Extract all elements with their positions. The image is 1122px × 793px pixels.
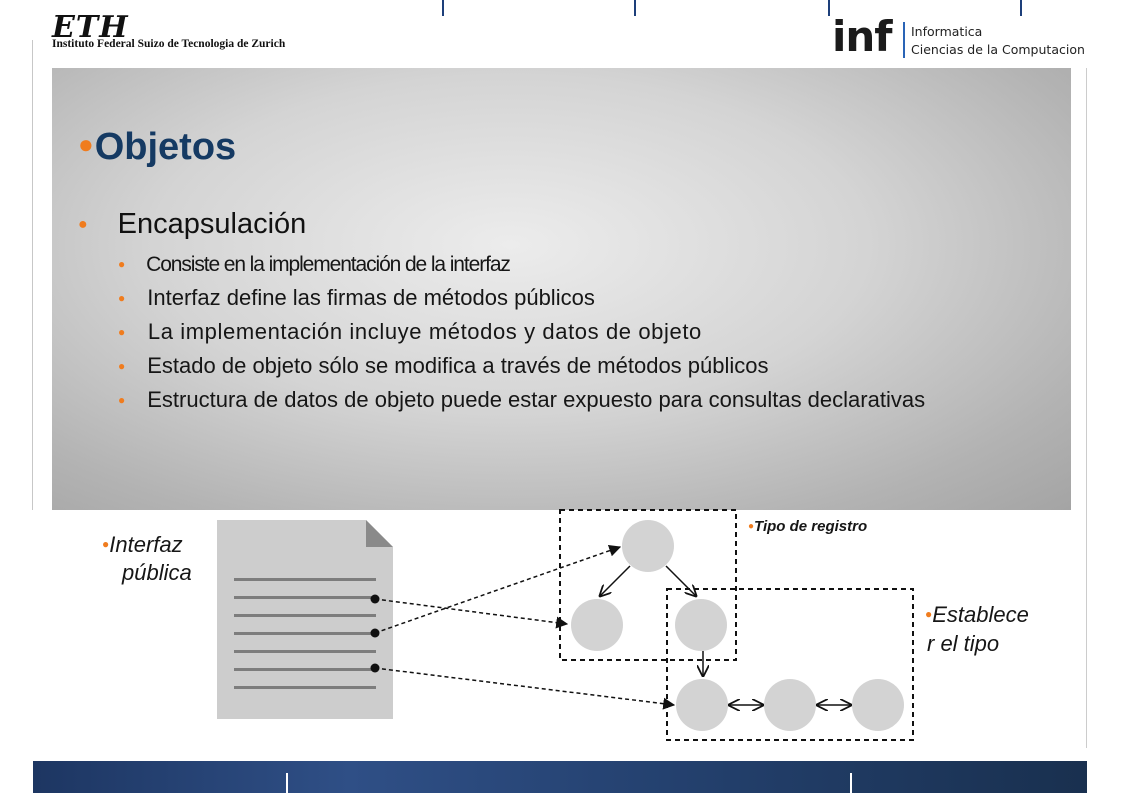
footer-divider bbox=[850, 773, 852, 793]
interface-label-line-2: pública bbox=[122, 560, 192, 585]
set-node bbox=[852, 679, 904, 731]
list-item-text: Consiste en la implementación de la interfaz bbox=[146, 253, 510, 276]
set-type-label-line-1: Establece bbox=[932, 602, 1029, 627]
eth-logo: ETH bbox=[52, 10, 129, 45]
list-item-text: Estado de objeto sólo se modifica a través de métodos públicos bbox=[147, 353, 769, 378]
set-node bbox=[676, 679, 728, 731]
bullet-icon: ● bbox=[78, 129, 94, 159]
inf-line-2: Ciencias de la Computacion bbox=[911, 42, 1085, 57]
record-type-label bbox=[748, 518, 867, 535]
bullet-icon: ● bbox=[118, 325, 126, 339]
list-item-text: Estructura de datos de objeto puede estar expuesto para consultas declarativas bbox=[147, 387, 926, 412]
interface-label-line-1: Interfaz bbox=[109, 532, 183, 557]
slide-subtitle-text: Encapsulación bbox=[117, 208, 307, 240]
record-node bbox=[622, 520, 674, 572]
bullet-icon: ● bbox=[118, 393, 126, 407]
bullet-icon: ● bbox=[118, 257, 125, 271]
set-type-label bbox=[925, 600, 1029, 658]
record-node bbox=[675, 599, 727, 651]
slide-title-text: Objetos bbox=[94, 126, 237, 168]
document-icon bbox=[217, 520, 393, 719]
footer-bar bbox=[33, 761, 1087, 793]
inf-line-1: Informatica bbox=[911, 24, 983, 39]
interface-connectors bbox=[371, 547, 675, 705]
inf-logo: inf bbox=[832, 12, 892, 61]
footer-divider bbox=[286, 773, 288, 793]
bullet-icon: ● bbox=[925, 607, 933, 621]
bullet-icon: ● bbox=[118, 359, 126, 373]
set-node bbox=[764, 679, 816, 731]
record-type-label-text: Tipo de registro bbox=[754, 518, 868, 535]
bullet-icon: ● bbox=[118, 291, 126, 305]
eth-institution-name: Instituto Federal Suizo de Tecnologia de Zurich bbox=[52, 38, 286, 50]
interface-label bbox=[102, 530, 192, 587]
set-type-label-line-2: r el tipo bbox=[927, 631, 1000, 656]
bullet-icon: ● bbox=[78, 216, 88, 233]
bullet-icon: ● bbox=[102, 537, 110, 551]
record-node bbox=[571, 599, 623, 651]
bullet-icon: ● bbox=[748, 521, 755, 532]
list-item-text: Interfaz define las firmas de métodos públicos bbox=[147, 285, 595, 310]
list-item-text: La implementación incluye métodos y datos de objeto bbox=[147, 319, 702, 344]
